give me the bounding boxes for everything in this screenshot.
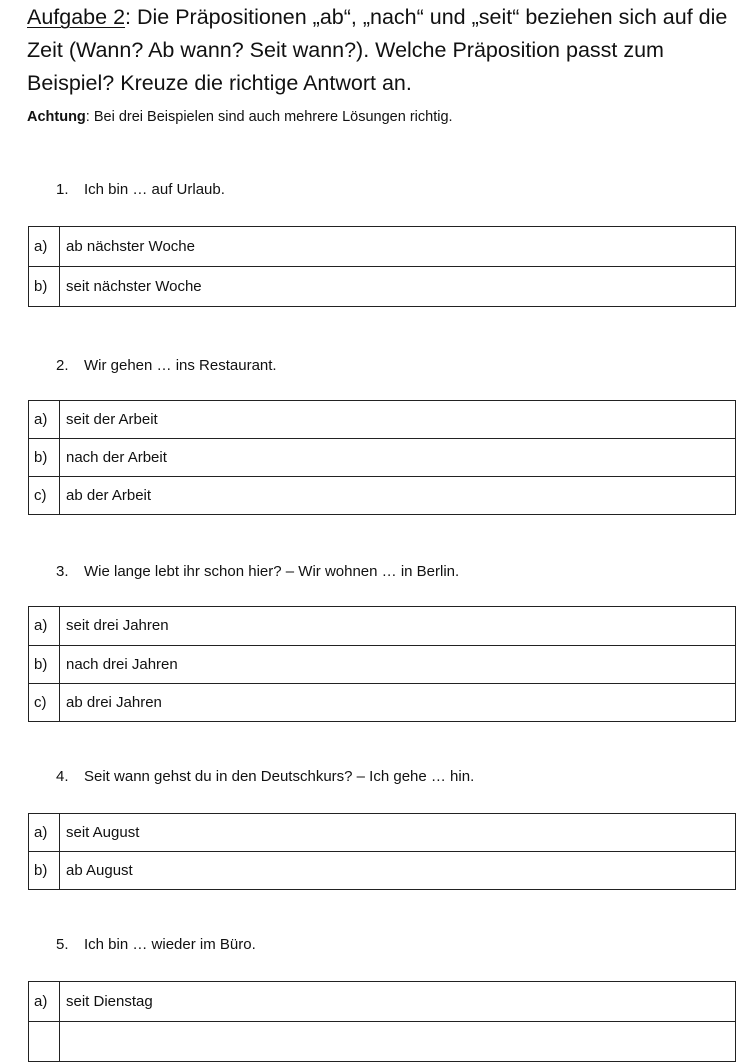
question-text: Wie lange lebt ihr schon hier? – Wir wohnen … in Berlin.: [84, 563, 460, 580]
option-text[interactable]: nach drei Jahren: [60, 646, 736, 684]
option-text[interactable]: seit Dienstag: [60, 982, 736, 1022]
option-text[interactable]: seit drei Jahren: [60, 607, 736, 646]
question-1: [56, 180, 225, 200]
option-text[interactable]: ab der Arbeit: [60, 477, 736, 515]
option-row[interactable]: [29, 684, 736, 722]
question-3: [56, 562, 459, 582]
option-text[interactable]: seit der Arbeit: [60, 401, 736, 439]
attention-label: Achtung: [27, 109, 86, 125]
option-text[interactable]: [60, 1022, 736, 1062]
option-row[interactable]: [29, 267, 736, 307]
options-table-2: [28, 400, 736, 515]
option-text[interactable]: ab August: [60, 852, 736, 890]
option-letter: a): [29, 607, 60, 646]
option-row[interactable]: [29, 401, 736, 439]
option-row[interactable]: [29, 439, 736, 477]
question-text: Ich bin … wieder im Büro.: [84, 936, 256, 953]
option-row[interactable]: [29, 477, 736, 515]
option-letter: a): [29, 982, 60, 1022]
option-letter: a): [29, 814, 60, 852]
question-4: [56, 767, 474, 787]
question-5: [56, 935, 256, 955]
attention-note: [27, 107, 453, 127]
option-letter: a): [29, 401, 60, 439]
question-number: 5.: [56, 936, 69, 953]
option-letter: a): [29, 227, 60, 267]
option-text[interactable]: seit August: [60, 814, 736, 852]
option-letter: b): [29, 267, 60, 307]
option-row[interactable]: [29, 852, 736, 890]
option-row[interactable]: [29, 607, 736, 646]
option-row[interactable]: [29, 814, 736, 852]
task-title: [27, 1, 747, 100]
option-letter: b): [29, 852, 60, 890]
option-text[interactable]: seit nächster Woche: [60, 267, 736, 307]
question-number: 4.: [56, 768, 69, 785]
options-table-1: [28, 226, 736, 307]
options-table-5: [28, 981, 736, 1062]
option-row[interactable]: [29, 646, 736, 684]
option-letter: b): [29, 439, 60, 477]
option-letter: c): [29, 477, 60, 515]
question-text: Ich bin … auf Urlaub.: [84, 181, 225, 198]
option-row[interactable]: [29, 982, 736, 1022]
option-text[interactable]: ab nächster Woche: [60, 227, 736, 267]
option-row[interactable]: [29, 227, 736, 267]
option-row[interactable]: [29, 1022, 736, 1062]
question-text: Seit wann gehst du in den Deutschkurs? – Ich gehe … hin.: [84, 768, 475, 785]
attention-text: : Bei drei Beispielen sind auch mehrere Lösungen richtig.: [85, 109, 453, 125]
option-text[interactable]: nach der Arbeit: [60, 439, 736, 477]
options-table-3: [28, 606, 736, 722]
question-text: Wir gehen … ins Restaurant.: [84, 357, 277, 374]
question-number: 3.: [56, 563, 69, 580]
option-text[interactable]: ab drei Jahren: [60, 684, 736, 722]
option-letter: [29, 1022, 60, 1062]
options-table-4: [28, 813, 736, 890]
option-letter: c): [29, 684, 60, 722]
task-instructions: : Die Präpositionen „ab“, „nach“ und „seit“ beziehen sich auf die Zeit (Wann? Ab wann? Seit wann?). Welche Präposition passt zum Beispiel? Kreuze die richtige Antwort an.: [27, 5, 728, 95]
option-letter: b): [29, 646, 60, 684]
question-number: 2.: [56, 357, 69, 374]
question-number: 1.: [56, 181, 69, 198]
question-2: [56, 356, 277, 376]
task-label: Aufgabe 2: [27, 5, 126, 29]
